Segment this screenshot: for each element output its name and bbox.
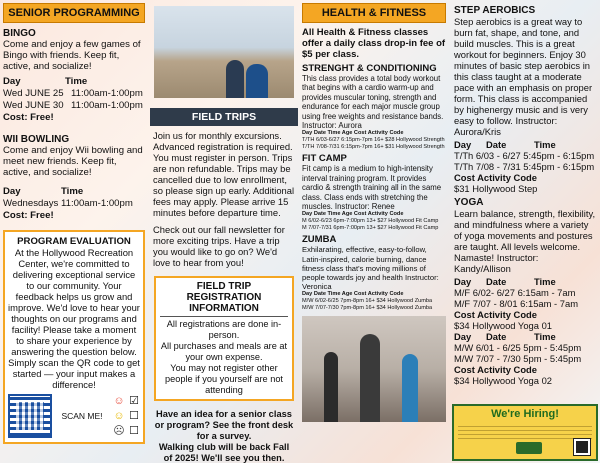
seniors-photo — [154, 6, 294, 98]
table-row: M 7/07-7/31 6pm-7:00pm 13+ $27 Hollywood Fit Camp — [302, 225, 439, 232]
happy-face-icon: ☺ — [113, 394, 125, 407]
table-row: M 6/02-6/23 6pm-7:00pm 13+ $27 Hollywood Fit Camp — [302, 218, 439, 225]
bingo-title: BINGO — [3, 28, 36, 39]
table-row: Wed JUNE 25 11:00am-1:00pm — [3, 88, 143, 99]
eval-text: At the Hollywood Recreation Center, we're committed to delivering exceptional service to our community. Your feedback helps us grow and improve. We'd love to hear your thoughts on our programs and facility! Please take a moment to share your experience by answering the question below. Simply scan the QR code to get started — your input makes a difference! — [8, 247, 140, 390]
table-row: M/W 6/02-6/25 7pm-8pm 16+ $34 Hollywood Zumba — [302, 298, 433, 305]
table-row: Wednesdays 11:00am-1:00pm — [3, 198, 133, 209]
checkbox-icon: ☐ — [129, 424, 139, 437]
hiring-qr-icon[interactable] — [574, 439, 590, 455]
field-trips-header: FIELD TRIPS — [150, 108, 298, 126]
fc-desc: Fit camp is a medium to high-intensity interval training program. It provides cardio & strength training all in the same class. Class ends with stretching the muscles. Instructor: Renee — [302, 164, 442, 212]
walking-club-note: Walking club will be back Fall of 2025! We'll see you then. — [158, 442, 290, 463]
checkbox-icon: ☑ — [129, 394, 139, 407]
senior-column — [0, 0, 148, 463]
city-logo-icon — [516, 442, 542, 454]
trips-paragraph-1: Join us for monthly excursions. Advanced registration is required. You must register in person. Trips are non refundable. Trips may be cancelled due to low enrollment, so please sign up early. Additional fees may apply. Please arrive 15 minutes before departure time. — [153, 130, 295, 218]
sc-title: STRENGHT & CONDITIONING — [302, 63, 437, 74]
qr-code-icon[interactable] — [8, 394, 52, 438]
yoga-cost-row: $34 Hollywood Yoga 01 — [454, 320, 552, 331]
yoga-desc: Learn balance, strength, flexibility, and mindfulness where a variety of yoga movements and postures are taught. All levels welcome. Namaste! Instructor: Kandy/Allison — [454, 208, 596, 274]
table-row: M/W 7/07 - 7/30 5pm - 5:45pm — [454, 353, 582, 364]
step-title: STEP AEROBICS — [454, 5, 536, 16]
table-row: T/TH 6/03-6/27 6:15pm-7pm 16+ $28 Hollywood Strength — [302, 137, 445, 144]
wii-title: WII BOWLING — [3, 134, 70, 145]
step-time-header: Time — [534, 139, 556, 150]
table-row: M/F 7/07 - 8/01 6:15am - 7am — [454, 298, 579, 309]
health-header: HEALTH & FITNESS — [302, 3, 446, 23]
yoga-cost-header: Cost Activity Code — [454, 309, 537, 320]
table-row: T/Th 6/03 - 6/27 5:45pm - 6:15pm — [454, 150, 595, 161]
checkbox-icon: ☐ — [129, 409, 139, 422]
time-header: Time — [65, 76, 88, 87]
neutral-face-icon: ☺ — [113, 409, 125, 422]
day-header: Day — [3, 76, 21, 87]
table-row: T/Th 7/08 - 7/31 5:45pm - 6:15pm — [454, 161, 595, 172]
table-row: M/F 6/02- 6/27 6:15am - 7am — [454, 287, 576, 298]
wii-cost: Cost: Free! — [3, 210, 54, 221]
bingo-table — [3, 76, 145, 124]
zumba-title: ZUMBA — [302, 234, 337, 246]
eval-title: PROGRAM EVALUATION — [17, 236, 131, 247]
health-column — [300, 0, 448, 463]
yoga-title: YOGA — [454, 197, 484, 208]
aerobics-yoga-column: STEP AEROBICS Step aerobics is a great way to burn fat, shape, and tone, and build muscles. This is a great workout for beginners. Enjoy 30 minutes of basic step aerobics in this class taught at a moderate pace with an emphasis on proper form. This class is accompanied by highenergy music and is very easy to follow. Instructor: Aurora/Kris Day Date Time T/Th 6/03 - 6/27 5:45pm - 6:15pm T/Th 7/08 - 7/31 5:45pm - 6:15pm Cost Activity Code $31 Hollywood Step YOGA Learn balance, strength, flexibility, and mindfulness where a variety of yoga movements and postures are taught. All levels welcome. Namaste! Instructor: Kandy/Allison Day Date Time M/F 6/02- 6/27 6:15am - 7am M/F 7/07 - 8/01 6:15am - 7am Cost Activity Code $34 Hollywood Yoga 01 Day Date Time M/W 6/01 - 6/25 5pm - 5:45pm M/W 7/07 - 7/30 5pm - 5:45pm Cost Activity Code $34 Hollywood Yoga 02 — [454, 5, 596, 386]
sc-table-header: Day Date Time Age Cost Activity Code — [302, 130, 404, 137]
table-row: M/W 6/01 - 6/25 5pm - 5:45pm — [454, 342, 582, 353]
field-trips-column — [150, 0, 298, 463]
step-desc: Step aerobics is a great way to burn fat, shape, and tone, and build muscles. This is a great workout for beginners. Enjoy 30 minutes of basic step aerobics in this class taught at a moderate pace with an emphasis on proper form. This class is accompanied by highenergy music and is very easy to follow. Instructor: Aurora/Kris — [454, 16, 593, 137]
wii-desc: Come and enjoy Wii bowling and meet new friends. Keep fit, active, and socialize! — [3, 145, 143, 178]
step-date-header: Date — [486, 139, 507, 150]
health-intro: All Health & Fitness classes offer a daily class drop-in fee of $5 per class. — [302, 27, 446, 60]
hiring-banner[interactable] — [452, 404, 598, 461]
bingo-desc: Come and enjoy a few games of Bingo with friends. Keep fit, active, and socialize! — [3, 39, 141, 72]
survey-note: Have an idea for a senior class or program? See the front desk for a survey. — [154, 409, 294, 441]
bingo-cost: Cost: Free! — [3, 112, 54, 123]
step-cost-header: Cost Activity Code — [454, 172, 537, 183]
reg-line-2: All purchases and meals are at your own expense. — [160, 341, 288, 362]
hiring-fine-print — [458, 423, 592, 439]
program-evaluation-box — [3, 230, 145, 444]
sad-face-icon: ☹ — [113, 424, 125, 437]
table-row: T/TH 7/08-7/31 6:15pm-7pm 16+ $31 Hollywood Strength — [302, 144, 445, 151]
trips-paragraph-2: Check out our fall newsletter for more exciting trips. Have a trip you would like to go on? We'd love to hear from you! — [153, 224, 285, 268]
fc-title: FIT CAMP — [302, 153, 347, 165]
hiring-title: We're Hiring! — [491, 408, 559, 420]
senior-header: SENIOR PROGRAMMING — [3, 3, 145, 23]
step-cost-row: $31 Hollywood Step — [454, 183, 538, 194]
table-row: M/W 7/07-7/30 7pm-8pm 16+ $34 Hollywood Zumba — [302, 305, 433, 312]
scan-me-label: SCAN ME! — [61, 410, 103, 421]
registration-box — [154, 276, 294, 401]
zumba-table-header: Day Date Time Age Cost Activity Code — [302, 291, 404, 298]
reg-line-3: You may not register other people if you yourself are not attending — [165, 363, 283, 395]
reg-title: FIELD TRIP REGISTRATION INFORMATION — [186, 281, 262, 314]
table-row: Wed JUNE 30 11:00am-1:00pm — [3, 100, 143, 111]
sc-desc: This class provides a total body workout that begins with a cardio warm-up and provides muscular toning, strength and endurance for each major muscle group using free weights and resistance bands. Instructor: Aurora — [302, 74, 444, 131]
zumba-photo — [302, 316, 446, 422]
reg-line-1: All registrations are done in-person. — [166, 319, 282, 340]
yoga-cost-row: $34 Hollywood Yoga 02 — [454, 375, 552, 386]
fc-table-header: Day Date Time Age Cost Activity Code — [302, 211, 404, 218]
wii-table: Day Time Wednesdays 11:00am-1:00pm Cost: Free! — [3, 186, 145, 222]
yoga-cost-header: Cost Activity Code — [454, 364, 537, 375]
zumba-desc: Exhilarating, effective, easy-to-follow, Latin-inspired, calorie burning, dance fitness class that's moving millions of people towards joy and health Instructor: Veronica — [302, 245, 439, 292]
step-day-header: Day — [454, 139, 472, 150]
